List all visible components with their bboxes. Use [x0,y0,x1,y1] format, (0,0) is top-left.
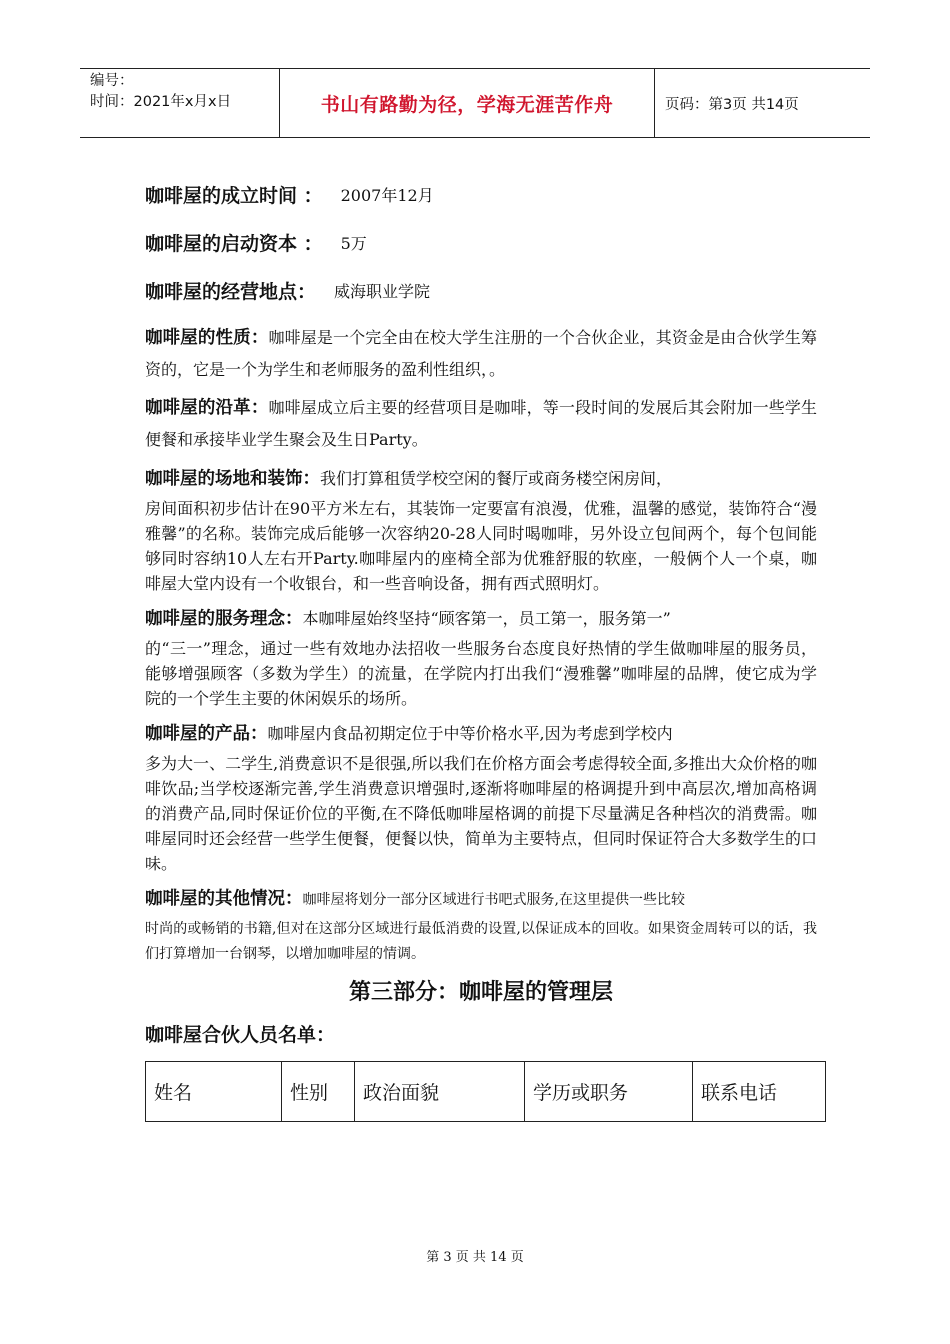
section-label: 咖啡屋的场地和装饰： [145,469,320,489]
section-text-cont: 房间面积初步估计在90平方米左右，其装饰一定要富有浪漫，优雅，温馨的感觉，装饰符合“漫雅馨”的名称。装饰完成后能够一次容纳20-28人同时喝咖啡，另外设立包间两个，每个包间能够同时容纳10人左右开Party.咖啡屋内的座椅全部为优雅舒服的软座，一般俩个人一个桌，咖啡屋大堂内设有一个收银台，和一些音响设备，拥有西式照明灯。 [145,499,817,593]
section-nature [145,322,817,386]
time-label: 时间：2021年x月x日 [90,94,232,110]
fact-founding-time [145,170,817,218]
partners-table [145,1061,826,1122]
number-label: 编号： [90,73,134,89]
page-footer: 第 3 页 共 14 页 [426,1250,524,1265]
page-header [80,68,870,138]
header-motto: 书山有路勤为径，学海无涯苦作舟 [280,69,655,137]
section-products [145,717,817,876]
fact-startup-capital [145,218,817,266]
section-text: 咖啡屋成立后主要的经营项目是咖啡，等一段时间的发展后其会附加一些学生便餐和承接毕业学生聚会及生日Party。 [145,398,817,449]
col-phone: 联系电话 [693,1062,826,1122]
section-label: 咖啡屋的性质： [145,328,269,348]
section-text: 咖啡屋是一个完全由在校大学生注册的一个合伙企业，其资金是由合伙学生筹资的，它是一个为学生和老师服务的盈利性组织，。 [145,328,817,379]
header-page-label: 页码：第3页 共14页 [665,96,799,113]
section-other [145,882,817,967]
section-text-cont: 多为大一、二学生,消费意识不是很强,所以我们在价格方面会考虑得较全面,多推出大众价格的咖啡饮品;当学校逐渐完善,学生消费意识增强时,逐渐将咖啡屋的格调提升到中高层次,增加高格调的消费产品,同时保证价位的平衡,在不降低咖啡屋格调的前提下尽量满足各种档次的消费需。咖啡屋同时还会经营一些学生便餐，便餐以快，简单为主要特点，但同时保证符合大多数学生的口味。 [145,754,818,873]
table-header-row [146,1062,826,1122]
header-meta [80,69,280,137]
partners-title: 咖啡屋合伙人员名单： [145,1024,336,1046]
part-title: 第三部分：咖啡屋的管理层 [348,980,613,1005]
section-history [145,392,817,456]
fact-label: 咖啡屋的经营地点： [145,280,317,303]
fact-value: 2007年12月 [340,185,434,205]
section-text-cont: 时尚的或畅销的书籍,但对在这部分区域进行最低消费的设置,以保证成本的回收。如果资金周转可以的话，我们打算增加一台钢琴，以增加咖啡屋的情调。 [145,921,817,962]
col-education: 学历或职务 [525,1062,693,1122]
section-text: 咖啡屋将划分一部分区域进行书吧式服务,在这里提供一些比较 [302,892,685,908]
section-label: 咖啡屋的其他情况： [145,889,303,909]
fact-label: 咖啡屋的启动资本 ： [145,232,323,255]
section-venue [145,462,817,596]
col-political: 政治面貌 [355,1062,525,1122]
document-body [145,170,817,1122]
section-text-cont: 的“三一”理念，通过一些有效地办法招收一些服务台态度良好热情的学生做咖啡屋的服务员，能够增强顾客（多数为学生）的流量，在学院内打出我们“漫雅馨”咖啡屋的品牌，使它成为学院的一个学生主要的休闲娱乐的场所。 [145,639,817,708]
section-label: 咖啡屋的沿革： [145,398,269,418]
col-gender: 性别 [282,1062,355,1122]
section-text: 咖啡屋内食品初期定位于中等价格水平,因为考虑到学校内 [267,724,673,743]
section-service [145,602,817,711]
section-label: 咖啡屋的产品： [145,724,268,744]
fact-value: 5万 [340,233,367,253]
section-text: 我们打算租赁学校空闲的餐厅或商务楼空闲房间， [320,469,673,488]
col-name: 姓名 [146,1062,282,1122]
section-text: 本咖啡屋始终坚持“顾客第一，员工第一，服务第一” [302,609,671,628]
fact-value: 威海职业学院 [334,281,431,301]
section-label: 咖啡屋的服务理念： [145,609,303,629]
fact-label: 咖啡屋的成立时间 ： [145,184,323,207]
fact-location [145,266,817,314]
